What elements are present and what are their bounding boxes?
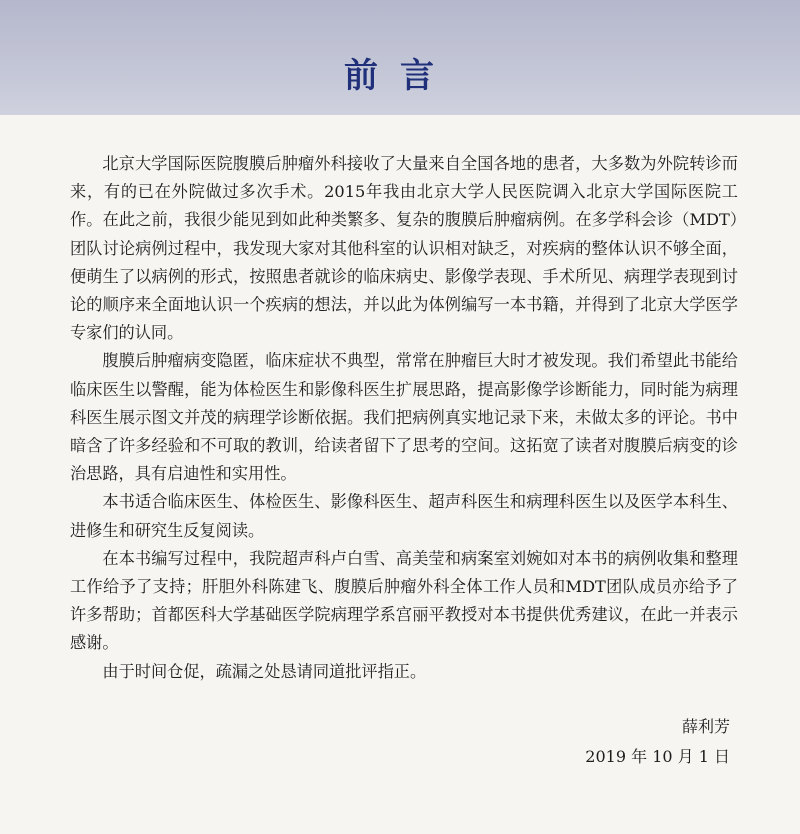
paragraph-2: 腹膜后肿瘤病变隐匿，临床症状不典型，常常在肿瘤巨大时才被发现。我们希望此书能给临床医生以警醒，能为体检医生和影像科医生扩展思路，提高影像学诊断能力，同时能为病理科医生展示图文并茂的病理学诊断依据。我们把病例真实地记录下来，未做太多的评论。书中暗含了许多经验和不可取的教训，给读者留下了思考的空间。这拓宽了读者对腹膜后病变的诊治思路，具有启迪性和实用性。 bbox=[70, 351, 738, 484]
author-name: 薛利芳 bbox=[681, 717, 730, 736]
paragraph-1: 北京大学国际医院腹膜后肿瘤外科接收了大量来自全国各地的患者，大多数为外院转诊而来，有的已在外院做过多次手术。2015年我由北京大学人民医院调入北京大学国际医院工作。在此之前，我很少能见到如此种类繁多、复杂的腹膜后肿瘤病例。在多学科会诊（MDT）团队讨论病例过程中，我发现大家对其他科室的认识相对缺乏，对疾病的整体认识不够全面，便萌生了以病例的形式，按照患者就诊的临床病史、影像学表现、手术所见、病理学表现到讨论的顺序来全面地认识一个疾病的想法，并以此为体例编写一本书籍，并得到了北京大学医学专家们的认同。 bbox=[70, 154, 738, 343]
preface-body bbox=[70, 150, 738, 686]
signature-block bbox=[548, 712, 768, 772]
paragraph-5: 由于时间仓促，疏漏之处恳请同道批评指正。 bbox=[102, 661, 427, 681]
paragraph-3: 本书适合临床医生、体检医生、影像科医生、超声科医生和病理科医生以及医学本科生、进修生和研究生反复阅读。 bbox=[70, 492, 738, 540]
page-title: 前言 bbox=[344, 56, 456, 96]
paragraph-4: 在本书编写过程中，我院超声科卢白雪、高美莹和病案室刘婉如对本书的病例收集和整理工作给予了支持；肝胆外科陈建飞、腹膜后肿瘤外科全体工作人员和MDT团队成员亦给予了许多帮助；首都医科大学基础医学院病理学系宫丽平教授对本书提供优秀建议，在此一并表示感谢。 bbox=[70, 548, 738, 653]
header-band bbox=[0, 0, 800, 115]
signature-date: 2019 年 10 月 1 日 bbox=[585, 747, 730, 766]
